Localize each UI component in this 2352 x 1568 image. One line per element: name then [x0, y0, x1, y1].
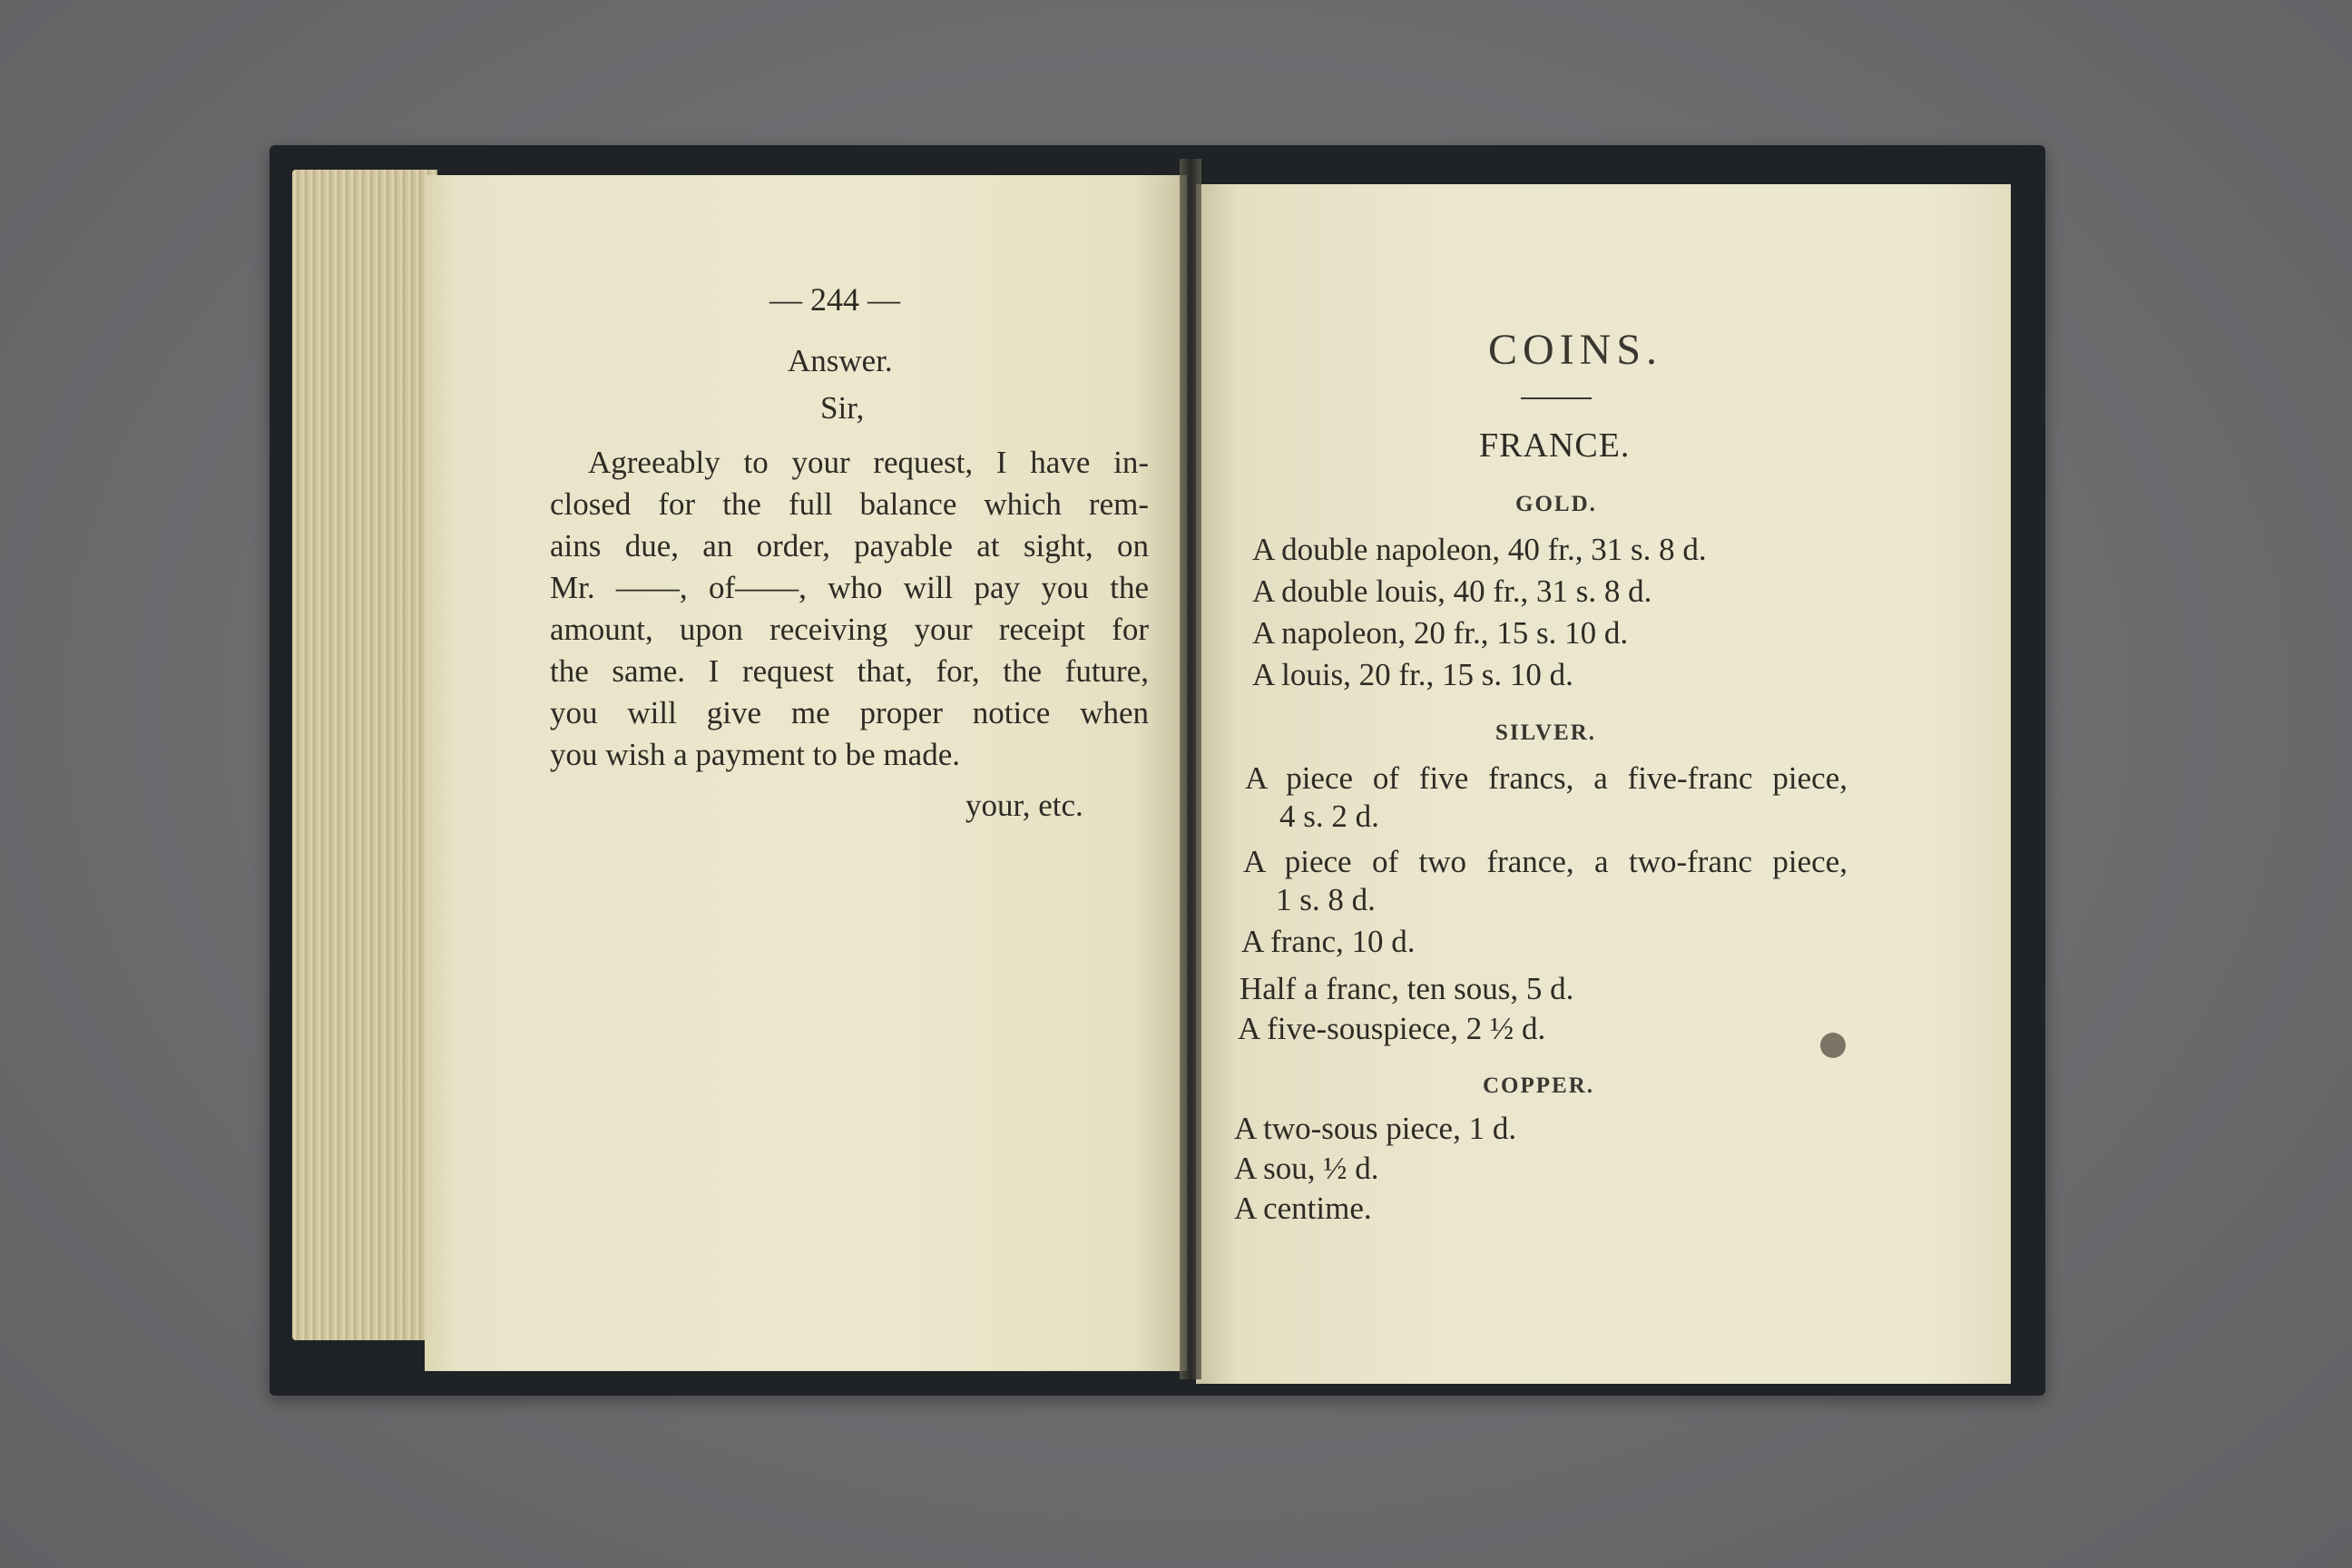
letter-line: amount, upon receiving your receipt for: [550, 612, 1149, 647]
coin-line: 1 s. 8 d.: [1276, 882, 1376, 917]
page-number: — 244 —: [769, 281, 900, 318]
section-heading-silver: SILVER.: [1495, 720, 1597, 745]
letter-line: you will give me proper notice when: [550, 695, 1149, 730]
page-edges: [292, 170, 437, 1340]
coin-line: A piece of five francs, a five-franc piece,: [1245, 760, 1847, 796]
coin-line: 4 s. 2 d.: [1279, 799, 1379, 834]
coin-line: A centime.: [1234, 1191, 1372, 1226]
ink-stain: [1820, 1033, 1846, 1058]
letter-salutation: Sir,: [820, 390, 865, 426]
section-heading-gold: GOLD.: [1515, 492, 1597, 516]
title-rule: [1521, 397, 1592, 399]
letter-line: closed for the full balance which rem-: [550, 486, 1149, 522]
coin-line: A piece of two france, a two-franc piece,: [1243, 844, 1847, 879]
section-heading-copper: COPPER.: [1483, 1073, 1595, 1098]
coin-line: A sou, ½ d.: [1234, 1151, 1379, 1186]
letter-line: Mr. ——, of——, who will pay you the: [550, 570, 1149, 605]
coin-line: A double napoleon, 40 fr., 31 s. 8 d.: [1252, 532, 1707, 567]
letter-line: ains due, an order, payable at sight, on: [550, 528, 1149, 564]
coin-line: A napoleon, 20 fr., 15 s. 10 d.: [1252, 615, 1629, 651]
letter-heading: Answer.: [788, 343, 893, 378]
page-title: COINS.: [1488, 326, 1663, 374]
coin-line: A louis, 20 fr., 15 s. 10 d.: [1252, 657, 1573, 692]
coin-line: Half a franc, ten sous, 5 d.: [1240, 971, 1574, 1006]
coin-line: A five-souspiece, 2 ½ d.: [1238, 1011, 1546, 1046]
letter-closing: your, etc.: [965, 788, 1083, 823]
country-heading: FRANCE.: [1479, 426, 1631, 465]
letter-line: you wish a payment to be made.: [550, 737, 960, 772]
letter-line: the same. I request that, for, the future,: [550, 653, 1149, 689]
letter-line: Agreeably to your request, I have in-: [588, 445, 1149, 480]
book-gutter: [1180, 159, 1201, 1379]
coin-line: A two-sous piece, 1 d.: [1234, 1111, 1517, 1146]
coin-line: A double louis, 40 fr., 31 s. 8 d.: [1252, 573, 1652, 609]
coin-line: A franc, 10 d.: [1241, 924, 1416, 959]
